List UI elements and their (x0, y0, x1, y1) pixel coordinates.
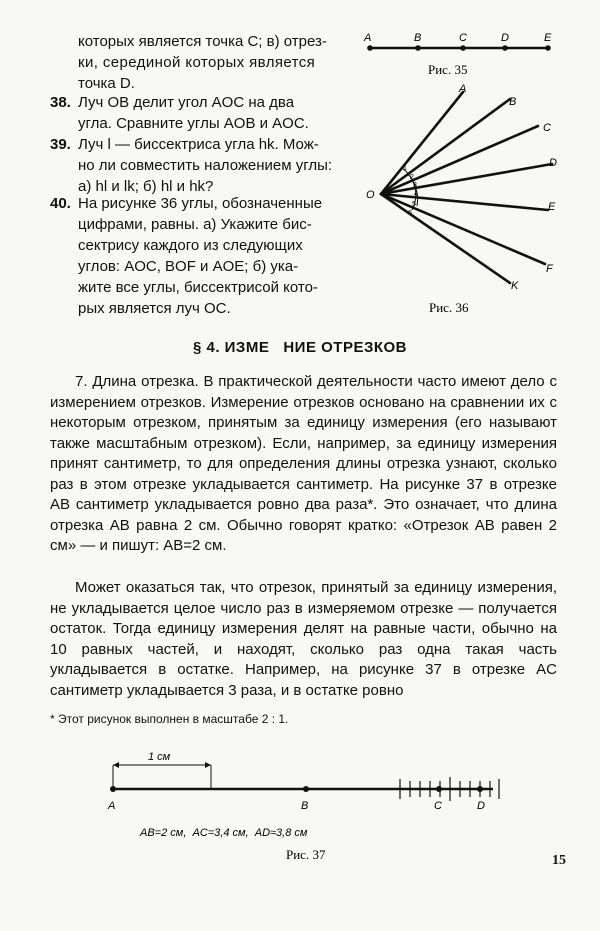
fig37-caption: Рис. 37 (286, 847, 326, 862)
task-40-number: 40. (50, 195, 71, 212)
fig36-angle-1: 1 (403, 165, 407, 172)
task-39-line-2: но ли совместить наложением углы: (78, 157, 333, 174)
fig35-point-b (415, 45, 421, 51)
fig35-label-b: B (414, 32, 422, 44)
fig37-unit-arrow-left (113, 762, 119, 768)
fig36-label-f: F (546, 263, 553, 275)
fig35-label-d: D (501, 32, 509, 44)
task-40-line-3: сектрису каждого из следующих (78, 237, 303, 254)
task-40-line-1: На рисунке 36 углы, обозначенные (78, 195, 323, 212)
fig36-label-k: K (511, 280, 519, 292)
task-40-line-6: рых является луч OC. (78, 300, 231, 317)
task-39-number: 39. (50, 136, 71, 153)
fig36-label-a: A (459, 83, 467, 95)
task-40 (50, 193, 323, 319)
task-38-line-1: Луч OB делит угол AOC на два (78, 94, 295, 111)
section-title: § 4. ИЗМЕ НИЕ ОТРЕЗКОВ (192, 339, 408, 356)
task-40-line-4: углов: AOC, BOF и AOE; б) ука- (78, 258, 299, 275)
fig36-angle-4: 4 (414, 191, 418, 198)
fig36-ray-f (381, 194, 545, 264)
fig35-label-a: A (364, 32, 372, 44)
task-40-line-5: жите все углы, биссектрисой кото- (78, 279, 318, 296)
fig36-angle-3: 3 (413, 182, 417, 189)
figure-35 (360, 26, 560, 78)
task-38-line-2: угла. Сравните углы AOB и AOC. (78, 115, 309, 132)
fig37-point-d (477, 786, 483, 792)
fig35-point-c (460, 45, 466, 51)
fig36-ray-k (381, 194, 510, 283)
footnote: * Этот рисунок выполнен в масштабе 2 : 1. (50, 712, 289, 726)
task-38 (50, 92, 309, 134)
fig36-angle-5: 5 (412, 201, 416, 208)
task-37-line-2: ки, серединой которых является (78, 54, 316, 71)
task-39 (50, 134, 333, 197)
fig36-label-o: O (366, 189, 375, 201)
task-37-line-1: которых является точка C; в) отрез- (78, 33, 327, 50)
fig35-label-c: C (459, 32, 467, 44)
fig37-measures: AB=2 см, AC=3,4 см, AD≈3,8 см (140, 827, 308, 839)
page-number: 15 (552, 853, 566, 868)
fig37-point-b (303, 786, 309, 792)
fig36-angle-2: 2 (410, 174, 414, 181)
fig35-point-d (502, 45, 508, 51)
fig36-label-c: C (543, 122, 551, 134)
fig37-label-b: B (301, 800, 309, 812)
fig36-angle-6: 6 (408, 210, 412, 217)
fig37-label-d: D (477, 800, 485, 812)
fig37-unit-arrow-right (205, 762, 211, 768)
fig35-label-e: E (544, 32, 552, 44)
fig37-label-c: C (434, 800, 442, 812)
task-37-continuation (78, 31, 327, 94)
fig36-label-b: B (509, 96, 517, 108)
fig36-ray-e (381, 194, 548, 210)
fig37-unit-label: 1 см (148, 751, 171, 763)
fig36-caption: Рис. 36 (429, 300, 469, 315)
figure-37 (95, 745, 515, 865)
fig37-point-a (110, 786, 116, 792)
task-39-line-1: Луч l — биссектриса угла hk. Мож- (78, 136, 319, 153)
task-37-line-3: точка D. (78, 75, 135, 92)
fig35-caption: Рис. 35 (428, 62, 468, 77)
figure-36 (362, 82, 572, 320)
fig37-label-a: A (108, 800, 116, 812)
task-39-line-3: а) hl и lk; б) hl и hk? (78, 178, 214, 195)
task-38-number: 38. (50, 94, 71, 111)
task-40-line-2: цифрами, равны. а) Укажите бис- (78, 216, 312, 233)
fig37-point-c (436, 786, 442, 792)
paragraph-remainder: Может оказаться так, что отрезок, принятый за единицу измерения, не укладывается целое число раз в измеряемом отрезке — получается остаток. Тогда единицу измерения делят на равные части, обычно на 10 равных частей, и находят, сколько раз одна такая часть укладывается в остатке. Например, на рисунке 37 в отрезке AC сантиметр укладывается 3 раза, и в остатке ровно (50, 579, 557, 699)
fig36-label-e: E (548, 201, 556, 213)
fig35-point-e (545, 45, 551, 51)
fig36-label-d: D (549, 157, 557, 169)
paragraph-length-of-segment: 7. Длина отрезка. В практической деятельности часто имеют дело с измерением отрезков. Измерение отрезков основано на сравнении их с некоторым отрезком, принятым за единицу измерения (его называют также масштабным отрезком). Если, например, за единицу измерения принят сантиметр, то для определения длины отрезка узнают, сколько раз в этом отрезке укладывается сантиметр. На рисунке 37 в отрезке AB сантиметр укладывается ровно два раза*. Это означает, что длина отрезка AB равна 2 см. Обычно говорят кратко: «Отрезок AB равен 2 см» — и пишут: AB=2 см. (50, 373, 557, 554)
fig35-point-a (367, 45, 373, 51)
